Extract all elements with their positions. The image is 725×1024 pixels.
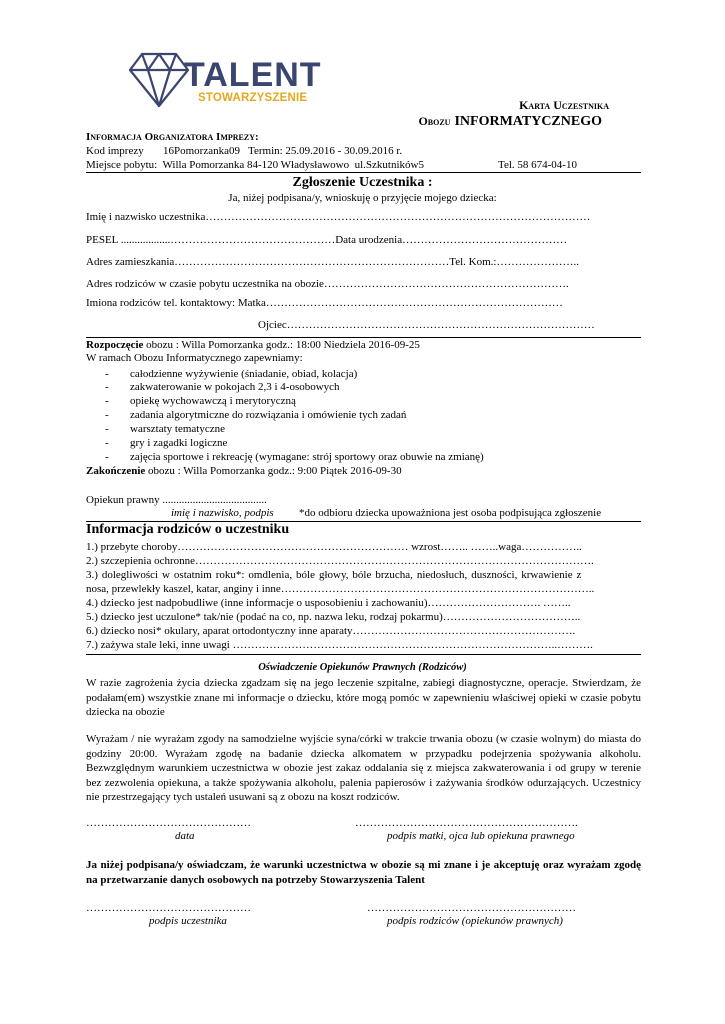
statement-paragraph-rules: Wyrażam / nie wyrażam zgody na samodzielne wyjście syna/córki w trakcie trwania obozu (w czasie wolnym) do miasta do godziny 20:00. Wyrażam zgodę na badanie dziecka alkomatem w przypadku podejrzenia spożywania alkoholu. Bezwzględnym warunkiem uczestnictwa w obozie jest zakaz oddalania się z miejsca zakwaterowania i od grupy w terenie bez zezwolenia opiekuna, a także spożywania alkoholu, palenia papierosów i zażywania środków odurzających. Uczestnicy nie przestrzegający tych ustaleń usuwani są z obozu na koszt rodziców. [86, 733, 641, 803]
list-item: warsztaty tematyczne [130, 423, 225, 435]
participant-signature-line[interactable]: ……………………………………… [86, 902, 251, 914]
diamond-logo-icon [128, 48, 190, 110]
list-bullet: - [105, 451, 109, 463]
list-bullet: - [105, 368, 109, 380]
camp-title [418, 112, 602, 130]
list-bullet: - [105, 423, 109, 435]
list-item: opiekę wychowawczą i merytoryczną [130, 395, 296, 407]
list-item: całodzienne wyżywienie (śniadanie, obiad, kolacja) [130, 368, 358, 380]
final-declaration: Ja niżej podpisana/y oświadczam, że warunki uczestnictwa w obozie są mi znane i je akceptuję oraz wyrażam zgodę na przetwarzanie danych osobowych na potrzeby Stowarzyszenia Talent [86, 859, 641, 886]
address-phone-field[interactable]: Adres zamieszkania…………………………………………………………………Tel. Kom.:………………….. [86, 256, 579, 268]
divider [86, 172, 641, 173]
divider [86, 337, 641, 338]
illnesses-height-weight-field[interactable]: 1.) przebyte choroby……………………………………………………… wzrost…….. ……..waga…………….. [86, 541, 582, 553]
guardian-note: *do odbioru dziecka upoważniona jest osoba podpisująca zgłoszenie [299, 507, 602, 519]
medications-field[interactable]: 7.) zażywa stale leki, inne uwagi ……………………………………………………………………………..………. [86, 639, 593, 651]
organizer-phone: Tel. 58 674-04-10 [498, 159, 577, 171]
card-title: Karta Uczestnika [519, 98, 609, 112]
registration-intro: Ja, niżej podpisana/y, wnioskuję o przyjęcie mojego dziecka: [228, 192, 497, 204]
list-item: zajęcia sportowe i rekreację (wymagane: strój sportowy oraz obuwie na zmianę) [130, 451, 484, 463]
ailments-field[interactable]: 3.) dolegliwości w ostatnim roku*: omdlenia, bóle głowy, bóle brzucha, niedosłuch, duszności, krwawienie z [86, 569, 582, 581]
camp-start-text: obozu : Willa Pomorzanka godz.: 18:00 Niedziela 2016-09-25 [143, 339, 420, 351]
ailments-field-cont[interactable]: nosa, przewlekły kaszel, katar, anginy i inne………………………………………………………………………….. [86, 583, 595, 595]
camp-start-line [86, 339, 420, 351]
participant-name-field[interactable]: Imię i nazwisko uczestnika…………………………………………………………………………………………… [86, 211, 591, 223]
camp-title-main: INFORMATYCZNEGO [454, 114, 602, 129]
pesel-birthdate-field[interactable]: PESEL ..................………………………………………Data urodzenia……………………………………… [86, 234, 568, 246]
organizer-heading: Informacja Organizatora Imprezy: [86, 131, 259, 143]
camp-end-label: Zakończenie [86, 465, 146, 477]
parent-signature-caption: podpis matki, ojca lub opiekuna prawnego [387, 830, 575, 842]
logo [128, 48, 328, 113]
program-provides: W ramach Obozu Informatycznego zapewniamy: [86, 352, 303, 364]
parents-address-field[interactable]: Adres rodziców w czasie pobytu uczestnika na obozie…………………………………………………………. [86, 278, 569, 290]
hyperactivity-field[interactable]: 4.) dziecko jest nadpobudliwe (inne informacje o usposobieniu i zachowaniu)…………………………. …….. [86, 597, 571, 609]
list-bullet: - [105, 409, 109, 421]
parent-signature-line[interactable]: ……………………………………………………. [355, 817, 578, 829]
allergies-field[interactable]: 5.) dziecko jest uczulone* tak/nie (podać na co, np. nazwa leku, rodzaj pokarmu)……………………………….. [86, 611, 581, 623]
statement-heading: Oświadczenie Opiekunów Prawnych (Rodziców) [258, 662, 467, 673]
list-bullet: - [105, 395, 109, 407]
vaccinations-field[interactable]: 2.) szczepienia ochronne………………………………………………………………………………………………. [86, 555, 594, 567]
place-line: Miejsce pobytu: Willa Pomorzanka 84-120 Władysławowo ul.Szkutników5 [86, 159, 424, 171]
father-contact-field[interactable]: Ojciec………………………………………………………………………… [258, 319, 595, 331]
participant-signature-caption: podpis uczestnika [149, 915, 227, 927]
parents-signature-caption: podpis rodziców (opiekunów prawnych) [387, 915, 563, 927]
legal-guardian-field[interactable]: Opiekun prawny ...................................... [86, 494, 267, 506]
camp-title-prefix: Obozu [418, 114, 451, 128]
camp-end-line [86, 465, 402, 477]
camp-start-label: Rozpoczęcie [86, 339, 144, 351]
mother-contact-field[interactable]: Imiona rodziców tel. kontaktowy: Matka……………………………………………………………………… [86, 297, 563, 309]
date-signature-line[interactable]: ……………………………………… [86, 817, 251, 829]
logo-subtitle: STOWARZYSZENIE [198, 92, 308, 104]
parents-info-heading: Informacja rodziców o uczestniku [86, 522, 290, 537]
glasses-braces-field[interactable]: 6.) dziecko nosi* okulary, aparat ortodontyczny inne aparaty……………………………………………………. [86, 625, 576, 637]
camp-end-text: obozu : Willa Pomorzanka godz.: 9:00 Piątek 2016-09-30 [145, 465, 402, 477]
statement-paragraph-treatment: W razie zagrożenia życia dziecka zgadzam się na jego leczenie szpitalne, zabiegi diagnostyczne, operacje. Stwierdzam, że podałam(em) wszystkie znane mi informacje o dziecku, które mogą pomóc w zapewnieniu właściwej opieki w czasie pobytu dziecka na obozie [86, 677, 641, 718]
date-caption: data [175, 830, 195, 842]
list-item: zakwaterowanie w pokojach 2,3 i 4-osobowych [130, 381, 340, 393]
divider [86, 654, 641, 655]
logo-name: TALENT [184, 56, 322, 94]
list-item: zadania algorytmiczne do rozwiązania i omówienie tych zadań [130, 409, 407, 421]
event-code-line: Kod imprezy 16Pomorzanka09 Termin: 25.09.2016 - 30.09.2016 r. [86, 145, 403, 157]
list-item: gry i zagadki logiczne [130, 437, 228, 449]
list-bullet: - [105, 437, 109, 449]
registration-heading: Zgłoszenie Uczestnika : [292, 175, 433, 190]
list-bullet: - [105, 381, 109, 393]
guardian-caption: imię i nazwisko, podpis [171, 507, 274, 519]
parents-signature-line[interactable]: ………………………………………………… [367, 902, 576, 914]
